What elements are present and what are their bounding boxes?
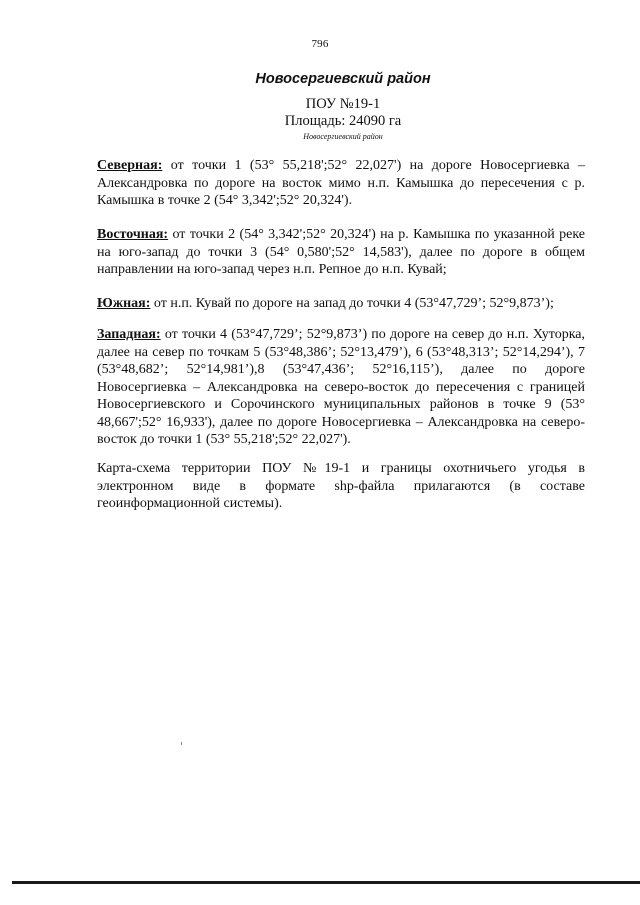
south-boundary-text: от н.п. Кувай по дороге на запад до точки 4 (53°47,729’; 52°9,873’); (150, 296, 554, 311)
district-stamp: Новосергиевский район (303, 132, 383, 141)
east-boundary-text: от точки 2 (54° 3,342';52° 20,324') на р. Камышка по указанной реке на юго-запад до точки 3 (54° 0,580';52° 14,583'), далее по дороге в общем направлении на юго-запад через н.п. Репное до н.п. Кувай; (97, 227, 585, 277)
west-boundary-heading: Западная: (97, 327, 161, 342)
north-boundary-text: от точки 1 (53° 55,218';52° 22,027') на дороге Новосергиевка – Александровка по дороге на восток мимо н.п. Камышка до пересечения с р. Камышка в точке 2 (54° 3,342';52° 20,324'). (97, 158, 585, 208)
south-boundary-heading: Южная: (97, 296, 151, 311)
west-boundary-paragraph (97, 326, 585, 449)
pou-area: Площадь: 24090 га (284, 113, 402, 129)
east-boundary-heading: Восточная: (97, 227, 169, 242)
page-number: 796 (311, 38, 329, 50)
south-boundary-paragraph (97, 295, 585, 313)
district-title: Новосергиевский район (255, 71, 431, 87)
north-boundary-heading: Северная: (97, 158, 163, 173)
map-note-paragraph: Карта-схема территории ПОУ №19-1 и границы охотничьего угодья в электронном виде в формате shp-файла прилагаются (в составе геоинформационной системы). (97, 461, 585, 511)
west-boundary-text: от точки 4 (53°47,729’; 52°9,873’) по дороге на север до н.п. Хуторка, далее на север по точкам 5 (53°48,386’; 52°13,479’), 6 (53°48,313’; 52°14,294’), 7 (53°48,682’; 52°14,981’),8 (53°47,436’; 52°16,115’), далее по дороге Новосергиевка – Александровка на северо-восток до пересечения с границей Новосергиевского и Сорочинского муниципальных районов в точке 9 (53° 48,667';52° 16,933'), далее по дороге Новосергиевка – Александровка на северо-восток до точки 1 (53° 55,218';52° 22,027'). (97, 327, 585, 447)
north-boundary-paragraph (97, 157, 585, 210)
east-boundary-paragraph (97, 226, 585, 279)
pou-number: ПОУ №19-1 (305, 96, 381, 112)
bottom-rule (12, 881, 640, 884)
scan-speck (181, 742, 182, 745)
